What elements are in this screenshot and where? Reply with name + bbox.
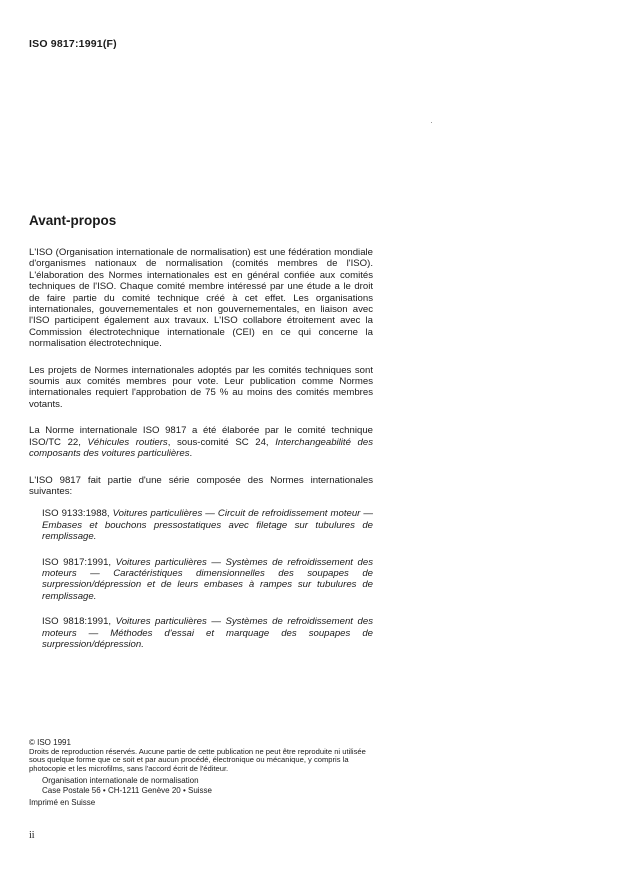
copyright-line: © ISO 1991 bbox=[29, 738, 71, 747]
reference-title: Voitures particulières — Systèmes de refroidissement des moteurs — Caractéristiques dimensionnelles des soupapes de surpression/dépression et de leurs embases à rampes sur tubulures de remplissage. bbox=[42, 556, 373, 602]
reference-code: ISO 9133:1988, bbox=[42, 508, 113, 520]
page-number: ii bbox=[29, 830, 35, 841]
foreword-body bbox=[29, 247, 373, 664]
organisation-name: Organisation internationale de normalisation bbox=[42, 776, 199, 786]
subcommittee-name: Interchangeabilité des composants des voitures particulières bbox=[29, 436, 373, 460]
paragraph-series-intro: L'ISO 9817 fait partie d'une série composée des Normes internationales suivantes: bbox=[29, 474, 373, 497]
committee-name: Véhicules routiers bbox=[87, 436, 168, 448]
reference-title: Voitures particulières — Circuit de refroidissement moteur — Embases et bouchons pressostatiques avec filetage sur tubulures de remplissage. bbox=[42, 508, 374, 543]
reference-item bbox=[42, 616, 373, 650]
printed-in: Imprimé en Suisse bbox=[29, 797, 96, 807]
reference-item bbox=[42, 557, 373, 603]
postal-address: Case Postale 56 • CH-1211 Genève 20 • Suisse bbox=[42, 785, 212, 795]
prepared-text-2: , sous-comité SC 24, bbox=[167, 436, 276, 448]
reference-title: Voitures particulières — Systèmes de refroidissement des moteurs — Méthodes d'essai et marquage des soupapes de surpression/dépression. bbox=[42, 616, 373, 650]
prepared-text-1: La Norme internationale ISO 9817 a été élaborée par le comité technique ISO/TC 22, bbox=[29, 425, 373, 448]
prepared-text-3: . bbox=[189, 448, 193, 460]
paragraph-prepared-by bbox=[29, 425, 373, 459]
reference-code: ISO 9817:1991, bbox=[42, 556, 116, 568]
standard-reference: ISO 9817:1991(F) bbox=[29, 38, 117, 50]
paragraph-voting: Les projets de Normes internationales adoptés par les comités techniques sont soumis aux comités membres pour vote. Leur publication comme Normes internationales requiert l'approbation de 75 % au moins des comités membres votants. bbox=[29, 364, 373, 410]
section-title: Avant-propos bbox=[29, 213, 117, 228]
reference-code: ISO 9818:1991, bbox=[42, 616, 116, 628]
paragraph-iso-intro: L'ISO (Organisation internationale de normalisation) est une fédération mondiale d'organismes nationaux de normalisation (comités membres de l'ISO). L'élaboration des Normes internationales est en général confiée aux comités techniques de l'ISO. Chaque comité membre intéressé par une étude a le droit de faire partie du comité technique créé à cet effet. Les organisations internationales, gouvernementales et non gouvernementales, en liaison avec l'ISO participent également aux travaux. L'ISO collabore étroitement avec la Commission électrotechnique internationale (CEI) en ce qui concerne la normalisation électrotechnique. bbox=[29, 247, 373, 350]
copyright-footer bbox=[29, 738, 373, 807]
rights-notice: Droits de reproduction réservés. Aucune partie de cette publication ne peut être reproduite ni utilisée sous quelque forme que ce soit et par aucun procédé, électronique ou mécanique, y compris la photocopie et les microfilms, sans l'accord écrit de l'éditeur. bbox=[29, 746, 366, 773]
reference-item bbox=[42, 508, 373, 542]
scan-speck bbox=[431, 122, 432, 123]
